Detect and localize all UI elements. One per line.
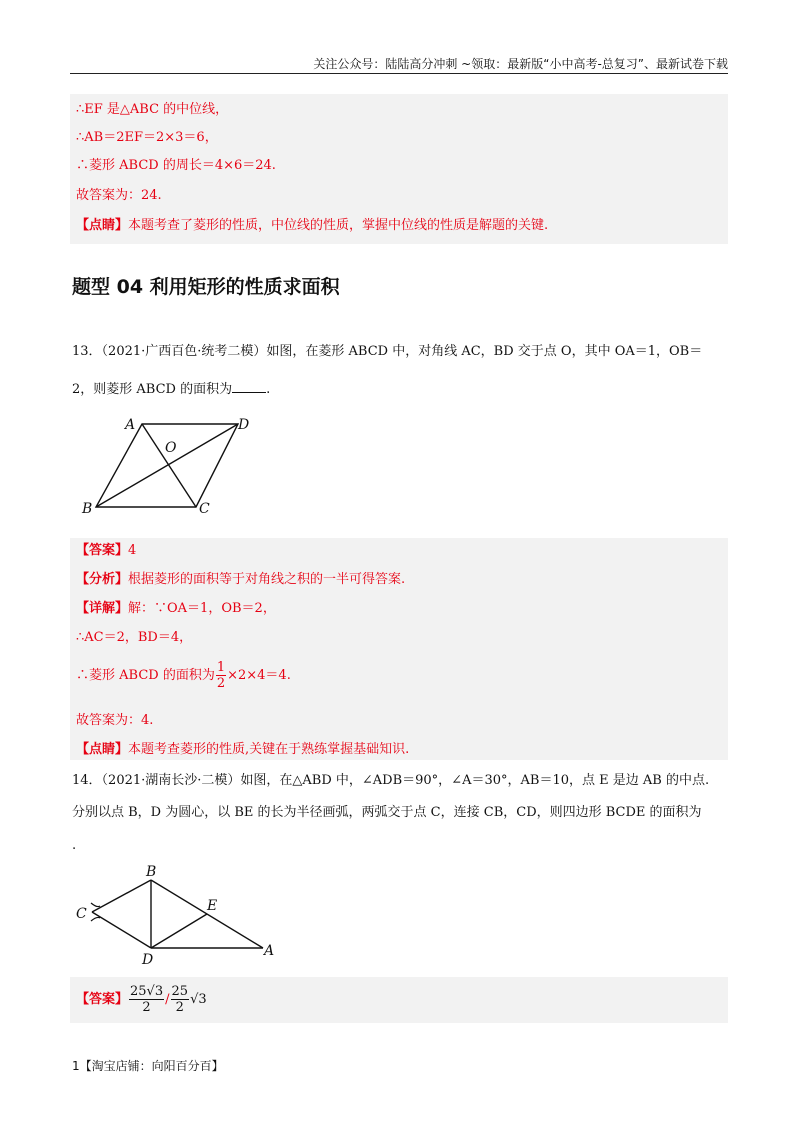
analysis-tag: 【分析】 bbox=[76, 572, 129, 587]
dianjing-text-2: 本题考查菱形的性质,关键在于熟练掌握基础知识. bbox=[128, 742, 410, 757]
detail-line bbox=[76, 600, 276, 618]
fraction-denominator: 2 bbox=[216, 676, 226, 691]
block1-line4: 故答案为：24. bbox=[76, 188, 162, 203]
block1-line5 bbox=[76, 217, 548, 235]
page-footer: 1【淘宝店铺：向阳百分百】 bbox=[72, 1059, 224, 1073]
solution-block-12 bbox=[70, 94, 728, 244]
section-title: 题型 04 利用矩形的性质求面积 bbox=[72, 276, 340, 298]
label-e: E bbox=[207, 898, 218, 914]
label-a: A bbox=[125, 417, 136, 433]
block1-line3: ∴菱形 ABCD 的周长＝4×6＝24. bbox=[76, 158, 276, 173]
fraction-25root3-over-2 bbox=[129, 984, 164, 1015]
answer-block-14 bbox=[70, 977, 728, 1023]
fraction2-numerator: 25 bbox=[171, 984, 189, 999]
label-o: O bbox=[165, 440, 177, 456]
label-a-2: A bbox=[264, 943, 275, 959]
q13-line2-pre: 2，则菱形 ABCD 的面积为 bbox=[72, 382, 233, 397]
quadrilateral-figure bbox=[70, 860, 290, 970]
block2-line3: ∴AC＝2，BD＝4， bbox=[76, 630, 193, 645]
dianjing-tag-2: 【点睛】 bbox=[76, 742, 129, 757]
answer-separator: / bbox=[165, 992, 170, 1007]
block2-line4-pre: ∴菱形 ABCD 的面积为 bbox=[76, 668, 215, 683]
header-rule bbox=[70, 73, 728, 74]
block2-line4-post: ×2×4＝4. bbox=[227, 668, 291, 683]
segment-cb bbox=[92, 880, 151, 912]
label-b: B bbox=[82, 501, 93, 517]
fraction-25-over-2 bbox=[171, 984, 190, 1015]
block2-line4 bbox=[76, 660, 291, 692]
fraction1-denominator: 2 bbox=[142, 1000, 151, 1015]
q13-line1: 13．（2021·广西百色·统考二模）如图，在菱形 ABCD 中，对角线 AC，BD 交于点 O，其中 OA＝1，OB＝ bbox=[72, 344, 703, 359]
answer-tag: 【答案】 bbox=[76, 543, 129, 558]
answer-root3: √3 bbox=[190, 992, 207, 1007]
answer-value: 4 bbox=[128, 543, 137, 558]
q14-line1: 14．（2021·湖南长沙·二模）如图，在△ABD 中，∠ADB＝90°，∠A＝30°，AB＝10，点 E 是边 AB 的中点. bbox=[72, 773, 710, 788]
q13-line2-post: . bbox=[266, 382, 271, 397]
label-d: D bbox=[238, 417, 250, 433]
fraction-one-half bbox=[216, 660, 226, 691]
diagonal-ac bbox=[142, 424, 196, 507]
label-b-2: B bbox=[146, 864, 157, 880]
q13-line2 bbox=[72, 380, 270, 399]
fraction-numerator: 1 bbox=[216, 660, 226, 675]
solution-block-13 bbox=[70, 538, 728, 760]
analysis-line bbox=[76, 571, 405, 589]
detail-tag: 【详解】 bbox=[76, 601, 129, 616]
segment-de bbox=[151, 914, 207, 948]
answer-line bbox=[76, 542, 136, 560]
page-header: 关注公众号：陆陆高分冲刺 ~领取：最新版“小中高考-总复习”、最新试卷下载 bbox=[313, 57, 728, 71]
q14-line2: 分别以点 B，D 为圆心，以 BE 的长为半径画弧，两弧交于点 C，连接 CB，CD，则四边形 BCDE 的面积为 bbox=[72, 805, 702, 820]
q14-line3: . bbox=[72, 838, 77, 853]
block1-line1: ∴EF 是△ABC 的中位线， bbox=[76, 102, 229, 117]
block2-line5: 故答案为：4. bbox=[76, 713, 154, 728]
analysis-text: 根据菱形的面积等于对角线之积的一半可得答案. bbox=[128, 572, 406, 587]
arc-mark-lower bbox=[91, 917, 100, 921]
segment-cd bbox=[92, 912, 151, 948]
fraction1-numerator: 25√3 bbox=[130, 984, 164, 999]
answer-tag-14: 【答案】 bbox=[76, 992, 129, 1007]
block2-line6 bbox=[76, 741, 409, 759]
arc-mark-upper bbox=[91, 903, 100, 907]
label-c-2: C bbox=[76, 906, 87, 922]
dianjing-text: 本题考查了菱形的性质，中位线的性质，掌握中位线的性质是解题的关键. bbox=[128, 218, 549, 233]
rhombus-figure bbox=[80, 412, 270, 518]
answer-line-14 bbox=[76, 983, 207, 1017]
dianjing-tag: 【点睛】 bbox=[76, 218, 129, 233]
label-d-2: D bbox=[142, 952, 154, 968]
label-c: C bbox=[199, 501, 210, 517]
answer-blank bbox=[232, 380, 266, 393]
block1-line2: ∴AB＝2EF＝2×3＝6， bbox=[76, 130, 218, 145]
fraction2-denominator: 2 bbox=[175, 1000, 184, 1015]
detail-text: 解：∵OA＝1，OB＝2， bbox=[128, 601, 276, 616]
